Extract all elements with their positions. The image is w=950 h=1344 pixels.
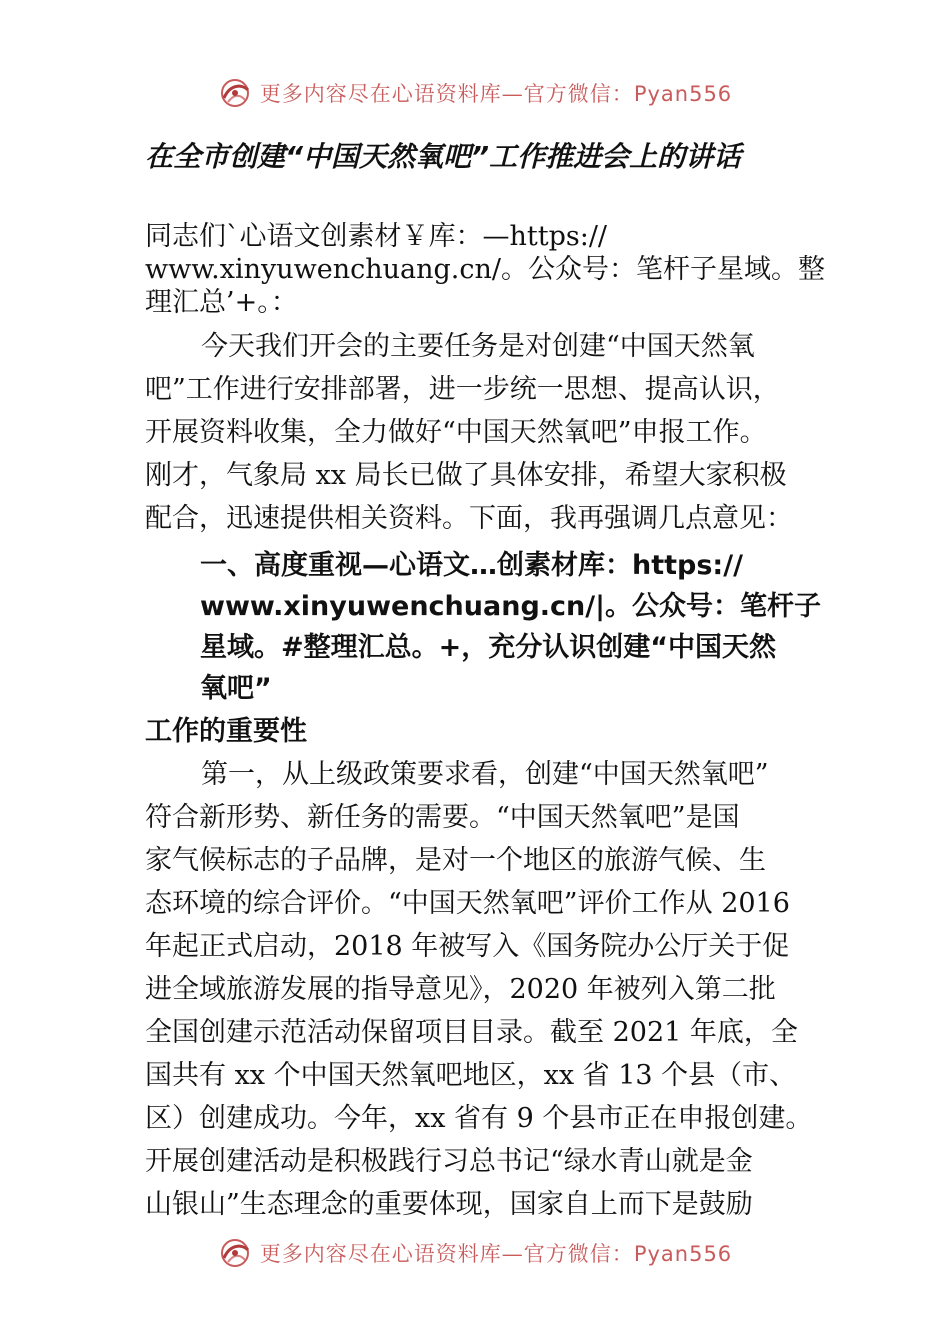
watermark-handle: Pyan556 bbox=[633, 1242, 733, 1266]
heading-line: 氧吧” bbox=[200, 673, 272, 704]
paragraph-line: 进全域旅游发展的指导意见》，2020 年被列入第二批 bbox=[145, 974, 776, 1005]
paragraph-line: 配合，迅速提供相关资料。下面，我再强调几点意见： bbox=[145, 503, 793, 534]
paragraph-line: 全国创建示范活动保留项目目录。截至 2021 年底，全 bbox=[145, 1017, 798, 1048]
logo-icon bbox=[218, 76, 252, 110]
watermark-text: 更多内容尽在心语资料库—官方微信：Pyan556 bbox=[259, 1242, 733, 1266]
document-title: 在全市创建“中国天然氧吧”工作推进会上的讲话 bbox=[145, 140, 742, 173]
salutation bbox=[145, 220, 825, 319]
paragraph-line: 第一，从上级政策要求看，创建“中国天然氧吧” bbox=[201, 759, 769, 790]
paragraph-line: 国共有 xx 个中国天然氧吧地区，xx 省 13 个县（市、 bbox=[145, 1060, 797, 1091]
paragraph-line: 山银山”生态理念的重要体现，国家自上而下是鼓励 bbox=[145, 1189, 753, 1220]
heading-line: 星域。#整理汇总。+，充分认识创建“中国天然 bbox=[200, 632, 776, 663]
paragraph-line: 家气候标志的子品牌，是对一个地区的旅游气候、生 bbox=[145, 845, 766, 876]
salutation-line: 理汇总’+。： bbox=[145, 287, 298, 318]
heading-line: 一、高度重视—心语文…创素材库：https:// bbox=[200, 550, 743, 581]
footer-watermark bbox=[0, 1233, 950, 1273]
header-watermark bbox=[0, 73, 950, 113]
salutation-line: 同志们`心语文创素材￥库：—https:// bbox=[145, 221, 608, 252]
paragraph-line: 吧”工作进行安排部署，进一步统一思想、提高认识， bbox=[145, 374, 780, 405]
section-heading bbox=[200, 545, 840, 709]
paragraph-line: 开展创建活动是积极践行习总书记“绿水青山就是金 bbox=[145, 1146, 753, 1177]
paragraph-line: 区）创建成功。今年，xx 省有 9 个县市正在申报创建。 bbox=[145, 1103, 813, 1134]
paragraph-intro bbox=[145, 325, 835, 540]
paragraph-line: 态环境的综合评价。“中国天然氧吧”评价工作从 2016 bbox=[145, 888, 790, 919]
salutation-line: www.xinyuwenchuang.cn/。公众号：笔杆子星域。整 bbox=[145, 254, 825, 285]
section-heading-continuation: 工作的重要性 bbox=[145, 716, 307, 747]
paragraph-line: 符合新形势、新任务的需要。“中国天然氧吧”是国 bbox=[145, 802, 740, 833]
paragraph-line: 年起正式启动，2018 年被写入《国务院办公厅关于促 bbox=[145, 931, 790, 962]
paragraph-line: 开展资料收集，全力做好“中国天然氧吧”申报工作。 bbox=[145, 417, 767, 448]
logo-icon bbox=[218, 1236, 252, 1270]
paragraph-first-point bbox=[145, 753, 835, 1226]
paragraph-line: 今天我们开会的主要任务是对创建“中国天然氧 bbox=[201, 331, 755, 362]
paragraph-line: 刚才，气象局 xx 局长已做了具体安排，希望大家积极 bbox=[145, 460, 787, 491]
watermark-handle: Pyan556 bbox=[633, 82, 733, 106]
heading-line: www.xinyuwenchuang.cn/|。公众号：笔杆子 bbox=[200, 591, 821, 622]
watermark-text: 更多内容尽在心语资料库—官方微信：Pyan556 bbox=[259, 82, 733, 106]
